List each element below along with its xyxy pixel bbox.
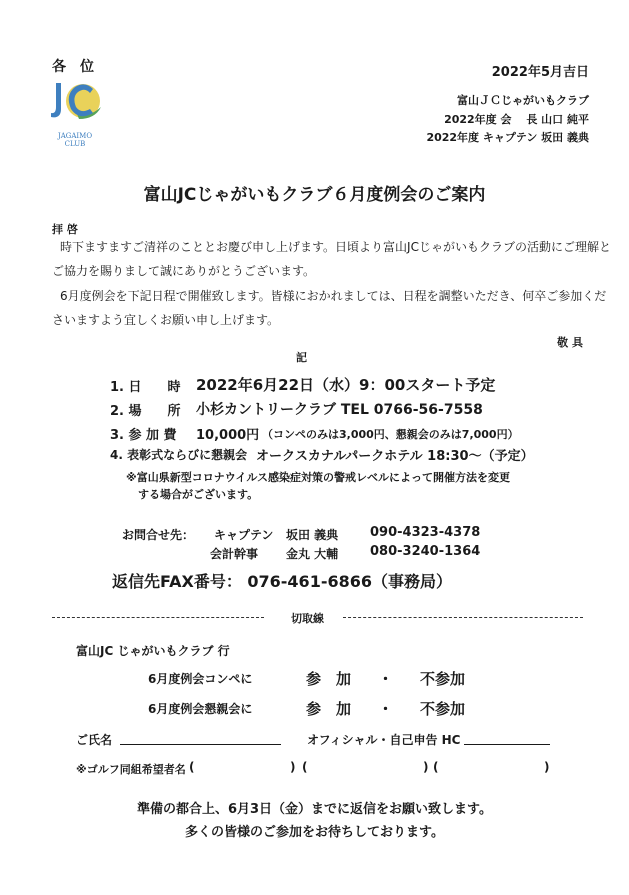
- closing: 敬 具: [557, 336, 583, 349]
- golf-partner-2-field[interactable]: [310, 758, 418, 774]
- golf-partner-label: ※ゴルフ同組希望者名: [76, 763, 186, 776]
- golf-partner-1-open: (: [189, 760, 195, 774]
- reply-addressee: 富山JC じゃがいもクラブ 行: [76, 644, 230, 658]
- addressee: 各 位: [52, 59, 94, 75]
- contact-role-captain: キャプテン: [214, 528, 274, 542]
- reply-compe-separator: ・: [378, 670, 394, 688]
- detail-place-label: 2. 場 所: [110, 404, 181, 419]
- name-field-label: ご氏名: [76, 733, 113, 747]
- cut-line-label: 切取線: [291, 612, 324, 625]
- covid-notice-line-1: ※富山県新型コロナウイルス感染症対策の警戒レベルによって開催方法を変更: [126, 471, 511, 484]
- detail-date-value: 2022年6月22日（水）9：00スタート予定: [196, 376, 496, 394]
- greeting: 拝 啓: [52, 223, 78, 236]
- reply-party-separator: ・: [378, 700, 394, 718]
- reply-party-attend-option[interactable]: 参 加: [306, 700, 352, 718]
- organization-name: 富山ＪＣじゃがいもクラブ: [457, 94, 589, 107]
- document-title: 富山JCじゃがいもクラブ６月度例会のご案内: [143, 185, 486, 205]
- detail-date-label: 1. 日 時: [110, 380, 181, 395]
- closing-message: 多くの皆様のご参加をお待ちしております。: [185, 825, 444, 840]
- detail-fee-label: 3. 参 加 費: [110, 428, 177, 443]
- contact-phone-captain: 090-4323-4378: [370, 525, 481, 540]
- logo-text-club: CLUB: [64, 140, 86, 148]
- body-line-4: さいますよう宜しくお願い申し上げます。: [52, 313, 280, 327]
- reply-party-decline-option[interactable]: 不参加: [420, 700, 466, 718]
- issue-date: 2022年5月吉日: [491, 65, 589, 80]
- detail-party-label: 4. 表彰式ならびに懇親会: [110, 448, 248, 462]
- detail-fee-note: （コンペのみは3,000円、懇親会のみは7,000円）: [262, 428, 519, 441]
- detail-fee-value: 10,000円: [196, 428, 260, 443]
- golf-partner-3-open: (: [433, 760, 439, 774]
- golf-partner-3-field[interactable]: [441, 758, 541, 774]
- logo-emblem: [45, 79, 105, 127]
- captain-line: 2022年度 キャプテン 坂田 義典: [426, 131, 589, 144]
- hc-field-label: オフィシャル・自己申告 HC: [307, 733, 461, 747]
- hc-field-line[interactable]: [464, 728, 550, 745]
- contact-label: お問合せ先：: [122, 528, 195, 542]
- cut-line-right: [343, 617, 583, 618]
- reply-party-label: 6月度例会懇親会に: [148, 702, 253, 716]
- cut-line-left: [52, 617, 264, 618]
- golf-partner-3-close: ): [544, 760, 550, 774]
- contact-name-captain: 坂田 義典: [286, 528, 339, 542]
- contact-phone-treasurer: 080-3240-1364: [370, 544, 481, 559]
- reply-compe-decline-option[interactable]: 不参加: [420, 670, 466, 688]
- fax-number: 返信先FAX番号： 076-461-6866（事務局）: [112, 572, 452, 591]
- reply-compe-attend-option[interactable]: 参 加: [306, 670, 352, 688]
- covid-notice-line-2: する場合がございます。: [138, 488, 259, 501]
- logo-j-shape: [51, 83, 61, 117]
- name-field-line[interactable]: [120, 728, 281, 745]
- golf-partner-2-close: ): [423, 760, 429, 774]
- golf-partner-1-field[interactable]: [197, 758, 287, 774]
- ki-heading: 記: [296, 351, 307, 364]
- body-line-3: 6月度例会を下記日程で開催致します。皆様におかれましては、日程を調整いただき、何卒ご参加くだ: [60, 289, 607, 303]
- jagaimo-club-logo: [45, 79, 105, 148]
- reply-deadline: 準備の都合上、6月3日（金）までに返信をお願い致します。: [136, 802, 493, 817]
- contact-role-treasurer: 会計幹事: [210, 547, 259, 561]
- logo-text-jagaimo: JAGAIMO: [57, 132, 93, 140]
- detail-party-value: オークスカナルパークホテル 18:30～（予定）: [256, 449, 534, 464]
- contact-name-treasurer: 金丸 大輔: [286, 547, 339, 561]
- golf-partner-2-open: (: [302, 760, 308, 774]
- body-line-1: 時下ますますご清祥のこととお慶び申し上げます。日頃より富山JCじゃがいもクラブの活動にご理解と: [60, 240, 611, 254]
- president-line: 2022年度 会 長 山口 純平: [444, 113, 589, 126]
- golf-partner-1-close: ): [290, 760, 296, 774]
- reply-compe-label: 6月度例会コンペに: [148, 672, 253, 686]
- detail-place-value: 小杉カントリークラブ TEL 0766-56-7558: [196, 402, 483, 418]
- body-line-2: ご協力を賜りまして誠にありがとうございます。: [52, 264, 316, 278]
